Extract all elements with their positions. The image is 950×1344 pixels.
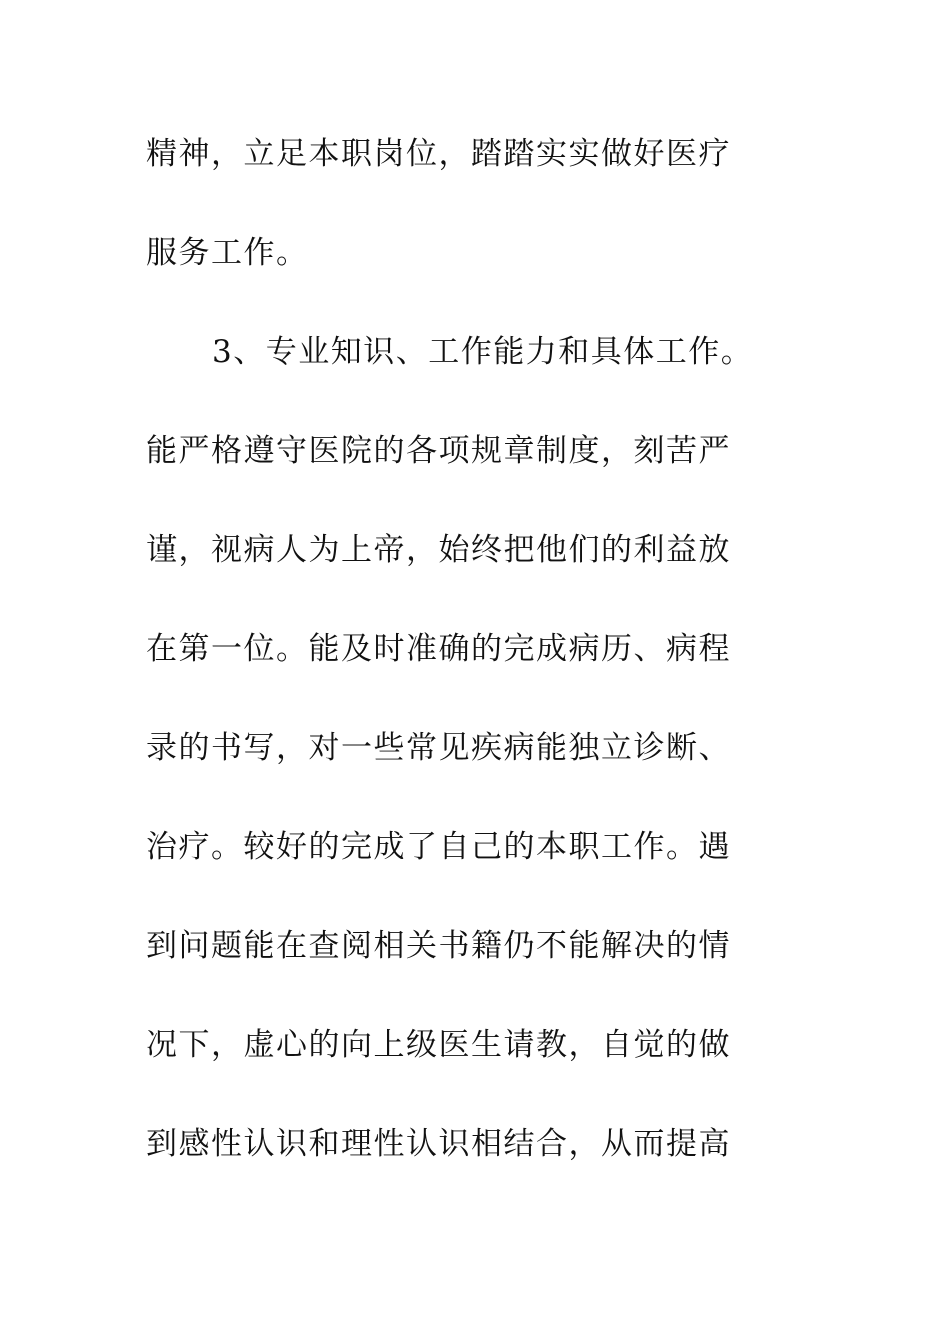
text-line: 况下，虚心的向上级医生请教，自觉的做 [146, 1027, 731, 1063]
text-line: 治疗。较好的完成了自己的本职工作。遇 [146, 829, 731, 865]
text-line: 能严格遵守医院的各项规章制度，刻苦严 [146, 433, 731, 469]
text-line: 谨，视病人为上帝，始终把他们的利益放 [146, 532, 731, 568]
text-line: 在第一位。能及时准确的完成病历、病程 [146, 631, 731, 667]
text-line: 服务工作。 [146, 235, 309, 271]
body-text [146, 122, 786, 1211]
text-line: 到感性认识和理性认识相结合，从而提高 [146, 1126, 731, 1162]
text-line: 精神，立足本职岗位，踏踏实实做好医疗 [146, 136, 731, 172]
text-line: 录的书写，对一些常见疾病能独立诊断、 [146, 730, 731, 766]
section-heading-line: 3、专业知识、工作能力和具体工作。 [212, 334, 754, 370]
text-line: 到问题能在查阅相关书籍仍不能解决的情 [146, 928, 731, 964]
